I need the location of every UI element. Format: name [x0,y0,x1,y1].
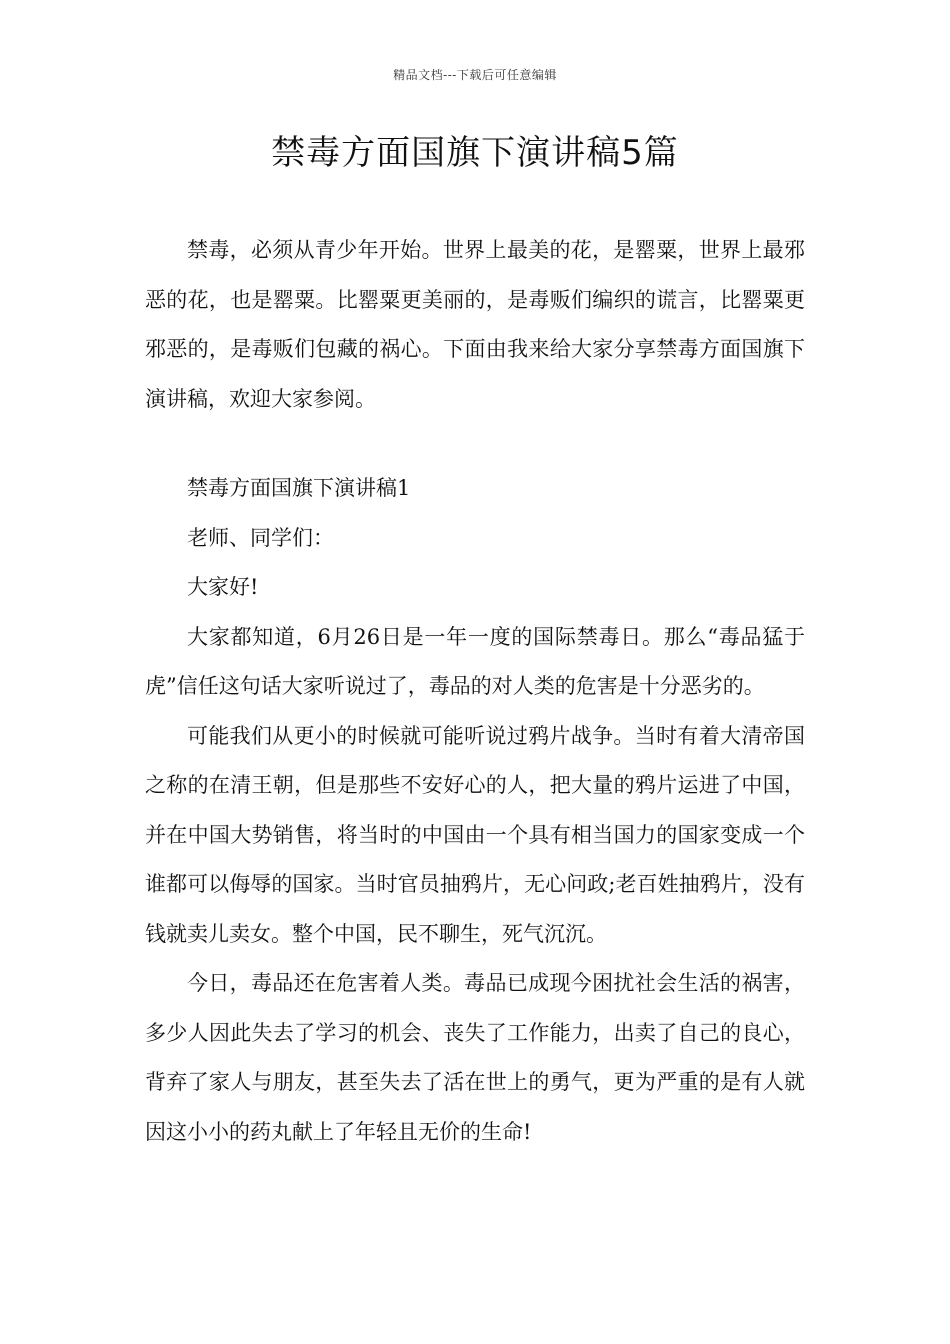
document-title: 禁毒方面国旗下演讲稿5篇 [271,133,679,173]
section-spacer [145,424,805,464]
body-paragraph: 今日，毒品还在危害着人类。毒品已成现今困扰社会生活的祸害，多少人因此失去了学习的机会、丧失了工作能力，出卖了自己的良心，背弃了家人与朋友，甚至失去了活在世上的勇气，更为严重的是有人就因这小小的药丸献上了年轻且无价的生命! [145,971,805,1144]
document-body [145,226,805,1157]
intro-paragraph: 禁毒，必须从青少年开始。世界上最美的花，是罂粟，世界上最邪恶的花，也是罂粟。比罂粟更美丽的，是毒贩们编织的谎言，比罂粟更邪恶的，是毒贩们包藏的祸心。下面由我来给大家分享禁毒方面国旗下演讲稿，欢迎大家参阅。 [145,238,805,411]
salutation: 老师、同学们： [187,525,334,550]
section-title: 禁毒方面国旗下演讲稿1 [187,476,411,500]
header-note: 精品文档---下载后可任意编辑 [393,68,557,82]
body-paragraph: 可能我们从更小的时候就可能听说过鸦片战争。当时有着大清帝国之称的在清王朝，但是那些不安好心的人，把大量的鸦片运进了中国，并在中国大势销售，将当时的中国由一个具有相当国力的国家变成一个谁都可以侮辱的国家。当时官员抽鸦片，无心问政;老百姓抽鸦片，没有钱就卖儿卖女。整个中国，民不聊生，死气沉沉。 [145,723,805,946]
greeting: 大家好! [187,575,259,599]
body-paragraph: 大家都知道，6月26日是一年一度的国际禁毒日。那么“毒品猛于虎”信任这句话大家听说过了，毒品的对人类的危害是十分恶劣的。 [145,624,805,698]
